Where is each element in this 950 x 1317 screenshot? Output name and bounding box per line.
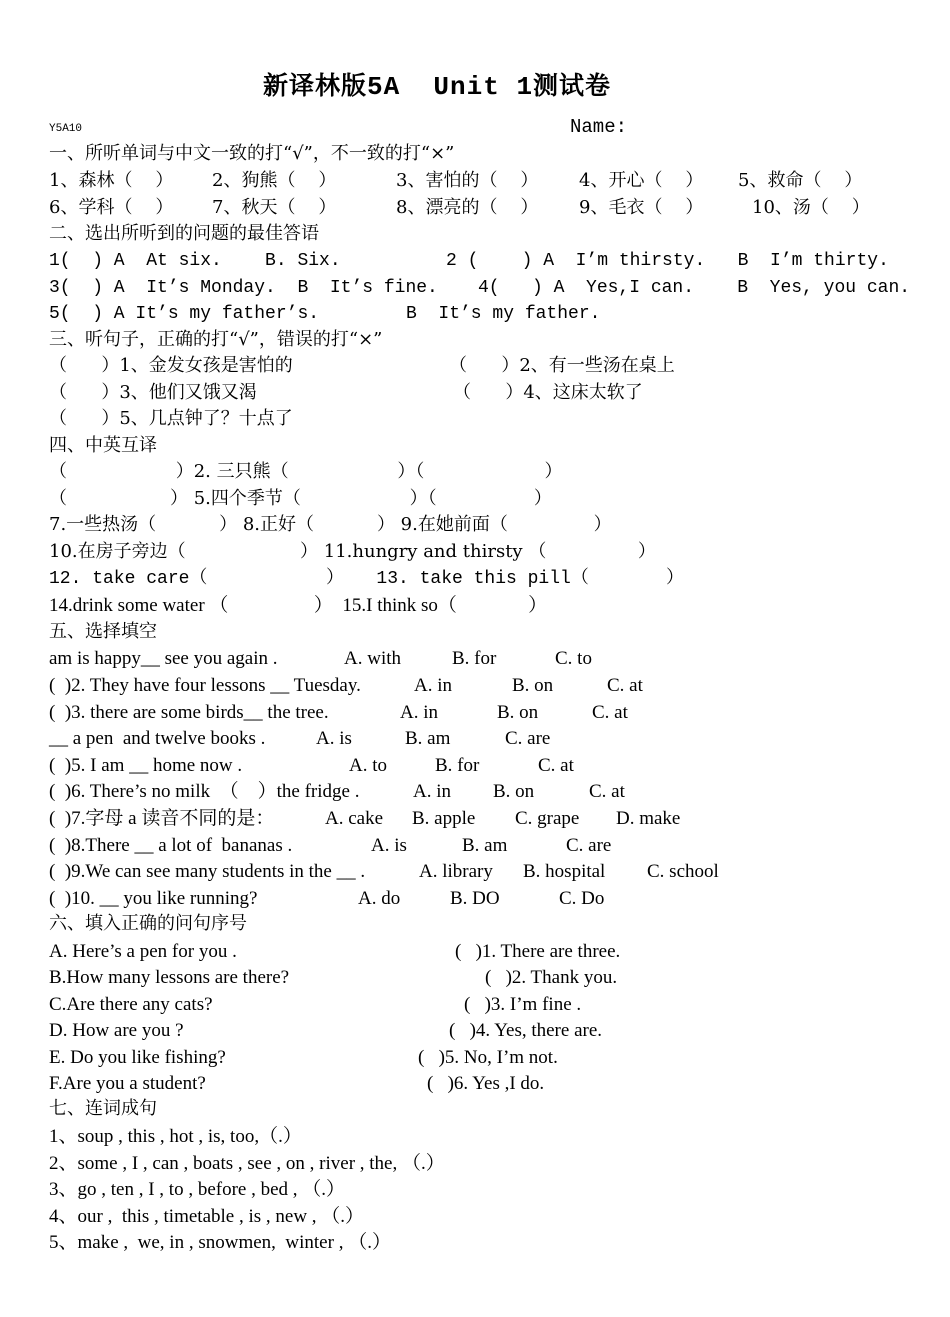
s5-q6-b: B. on <box>493 781 535 802</box>
s5-q7-stem: ( )7.字母 a 读音不同的是： <box>49 808 275 829</box>
s5-q10-stem: ( )10. __ you like running? <box>49 888 258 909</box>
title-en: 5A Unit 1 <box>367 72 534 102</box>
s5-q4-c: C. are <box>505 728 551 749</box>
s7-item-5: 5、make , we, in , snowmen, winter , （.） <box>49 1232 391 1253</box>
s5-q4-stem: __ a pen and twelve books . <box>49 728 266 749</box>
s5-q8-a: A. is <box>371 835 407 856</box>
s5-q3-a: A. in <box>400 702 438 723</box>
s6-left-a: A. Here’s a pen for you . <box>49 941 237 962</box>
s4-row-2: （ ） 5.四个季节（ ）（ ） <box>49 488 552 509</box>
s5-q3-stem: ( )3. there are some birds__ the tree. <box>49 702 329 723</box>
s5-q2-a: A. in <box>414 675 452 696</box>
s2-q2: 2 ( ) A I’m thirsty. B I’m thirty. <box>446 251 889 271</box>
s5-q7-a: A. cake <box>325 808 384 829</box>
s1-item-10: 10、汤（ ） <box>752 197 870 218</box>
s7-item-1: 1、soup , this , hot , is, too,（.） <box>49 1126 302 1147</box>
s6-right-5: ( )5. No, I’m not. <box>418 1047 558 1068</box>
s6-right-6: ( )6. Yes ,I do. <box>427 1073 545 1094</box>
s7-item-3: 3、go , ten , I , to , before , bed , （.） <box>49 1179 346 1200</box>
s5-q9-stem: ( )9.We can see many students in the __ . <box>49 861 366 882</box>
s1-item-4: 4、开心（ ） <box>579 170 704 191</box>
s5-q5-c: C. at <box>538 755 574 776</box>
s2-q1: 1( ) A At six. B. Six. <box>49 251 341 271</box>
s6-right-1: ( )1. There are three. <box>455 941 621 962</box>
s5-q2-c: C. at <box>607 675 643 696</box>
s6-left-f: F.Are you a student? <box>49 1073 206 1094</box>
s4-row-3: 7.一些热汤（ ） 8.正好（ ） 9.在她前面（ ） <box>49 514 612 535</box>
s5-q10-b: B. DO <box>450 888 500 909</box>
s3-item-5: （ ）5、几点钟了？十点了 <box>49 408 293 429</box>
s6-right-2: ( )2. Thank you. <box>485 967 618 988</box>
s6-left-d: D. How are you ? <box>49 1020 184 1041</box>
s6-left-e: E. Do you like fishing? <box>49 1047 226 1068</box>
s4-row-4: 10.在房子旁边（ ） 11.hungry and thirsty （ ） <box>49 541 656 562</box>
s3-item-3: （ ）3、他们又饿又渴 <box>49 382 257 403</box>
title-cn: 新译林版 <box>263 71 368 100</box>
section-3-heading: 三、听句子，正确的打“√”，错误的打“×” <box>49 329 383 350</box>
paper-code: Y5A10 <box>49 123 83 135</box>
s5-q4-a: A. is <box>316 728 352 749</box>
s3-item-4: （ ）4、这床太软了 <box>453 382 643 403</box>
s6-right-3: ( )3. I’m fine . <box>464 994 582 1015</box>
s5-q4-b: B. am <box>405 728 451 749</box>
s2-q5: 5( ) A It’s my father’s. <box>49 304 320 324</box>
s2-q4: 4( ) A Yes,I can. B Yes, you can. <box>478 278 911 298</box>
s1-item-6: 6、学科（ ） <box>49 197 174 218</box>
s5-q8-stem: ( )8.There __ a lot of bananas . <box>49 835 293 856</box>
s7-item-4: 4、our , this , timetable , is , new , （.） <box>49 1206 365 1227</box>
s2-q5-option-b: B It’s my father. <box>406 304 601 324</box>
s4-row-5-a: 12. take care（ <box>49 569 208 589</box>
s5-q6-a: A. in <box>413 781 451 802</box>
page-title <box>263 73 611 100</box>
s1-item-5: 5、救命（ ） <box>738 170 863 191</box>
section-5-heading: 五、选择填空 <box>49 621 157 642</box>
s5-q9-b: B. hospital <box>523 861 606 882</box>
s5-q5-a: A. to <box>349 755 387 776</box>
s5-q1-c: C. to <box>555 648 592 669</box>
s6-left-b: B.How many lessons are there? <box>49 967 290 988</box>
s1-item-1: 1、森林（ ） <box>49 170 174 191</box>
s3-item-2: （ ）2、有一些汤在桌上 <box>449 355 675 376</box>
s5-q6-stem: ( )6. There’s no milk （ ）the fridge . <box>49 781 360 802</box>
s1-item-7: 7、秋天（ ） <box>212 197 337 218</box>
title-cn2: 测试卷 <box>533 71 612 100</box>
s5-q7-c: C. grape <box>515 808 580 829</box>
s1-item-2: 2、狗熊（ ） <box>212 170 337 191</box>
s5-q1-a: A. with <box>344 648 401 669</box>
section-4-heading: 四、中英互译 <box>49 435 157 456</box>
s1-item-3: 3、害怕的（ ） <box>396 170 539 191</box>
s5-q5-b: B. for <box>435 755 480 776</box>
s6-left-c: C.Are there any cats? <box>49 994 213 1015</box>
s5-q9-a: A. library <box>419 861 493 882</box>
s5-q5-stem: ( )5. I am __ home now . <box>49 755 243 776</box>
s5-q1-stem: am is happy__ see you again . <box>49 648 278 669</box>
s6-right-4: ( )4. Yes, there are. <box>449 1020 603 1041</box>
s5-q8-c: C. are <box>566 835 612 856</box>
s2-q3: 3( ) A It’s Monday. B It’s fine. <box>49 278 438 298</box>
s4-row-5-c: ） <box>666 569 684 589</box>
s5-q2-stem: ( )2. They have four lessons __ Tuesday. <box>49 675 361 696</box>
s5-q8-b: B. am <box>462 835 508 856</box>
section-1-heading: 一、所听单词与中文一致的打“√”，不一致的打“×” <box>49 143 455 164</box>
section-6-heading: 六、填入正确的问句序号 <box>49 913 247 934</box>
section-2-heading: 二、选出所听到的问题的最佳答语 <box>49 223 319 244</box>
name-label: Name: <box>570 116 628 138</box>
section-7-heading: 七、连词成句 <box>49 1098 157 1119</box>
s5-q2-b: B. on <box>512 675 554 696</box>
s1-item-9: 9、毛衣（ ） <box>579 197 704 218</box>
s5-q7-b: B. apple <box>412 808 476 829</box>
s7-item-2: 2、some , I , can , boats , see , on , river , the, （.） <box>49 1153 445 1174</box>
s5-q9-c: C. school <box>647 861 719 882</box>
s5-q10-a: A. do <box>358 888 401 909</box>
s4-row-6: 14.drink some water （ ） 15.I think so（ ） <box>49 595 548 616</box>
s5-q7-d: D. make <box>616 808 681 829</box>
s5-q6-c: C. at <box>589 781 625 802</box>
s5-q1-b: B. for <box>452 648 497 669</box>
s4-row-1: （ ）2. 三只熊（ ）（ ） <box>49 461 563 482</box>
s5-q3-b: B. on <box>497 702 539 723</box>
s5-q10-c: C. Do <box>559 888 605 909</box>
s5-q3-c: C. at <box>592 702 628 723</box>
s4-row-5-b: ） 13. take this pill（ <box>326 569 589 589</box>
s1-item-8: 8、漂亮的（ ） <box>396 197 539 218</box>
s3-item-1: （ ）1、金发女孩是害怕的 <box>49 355 293 376</box>
